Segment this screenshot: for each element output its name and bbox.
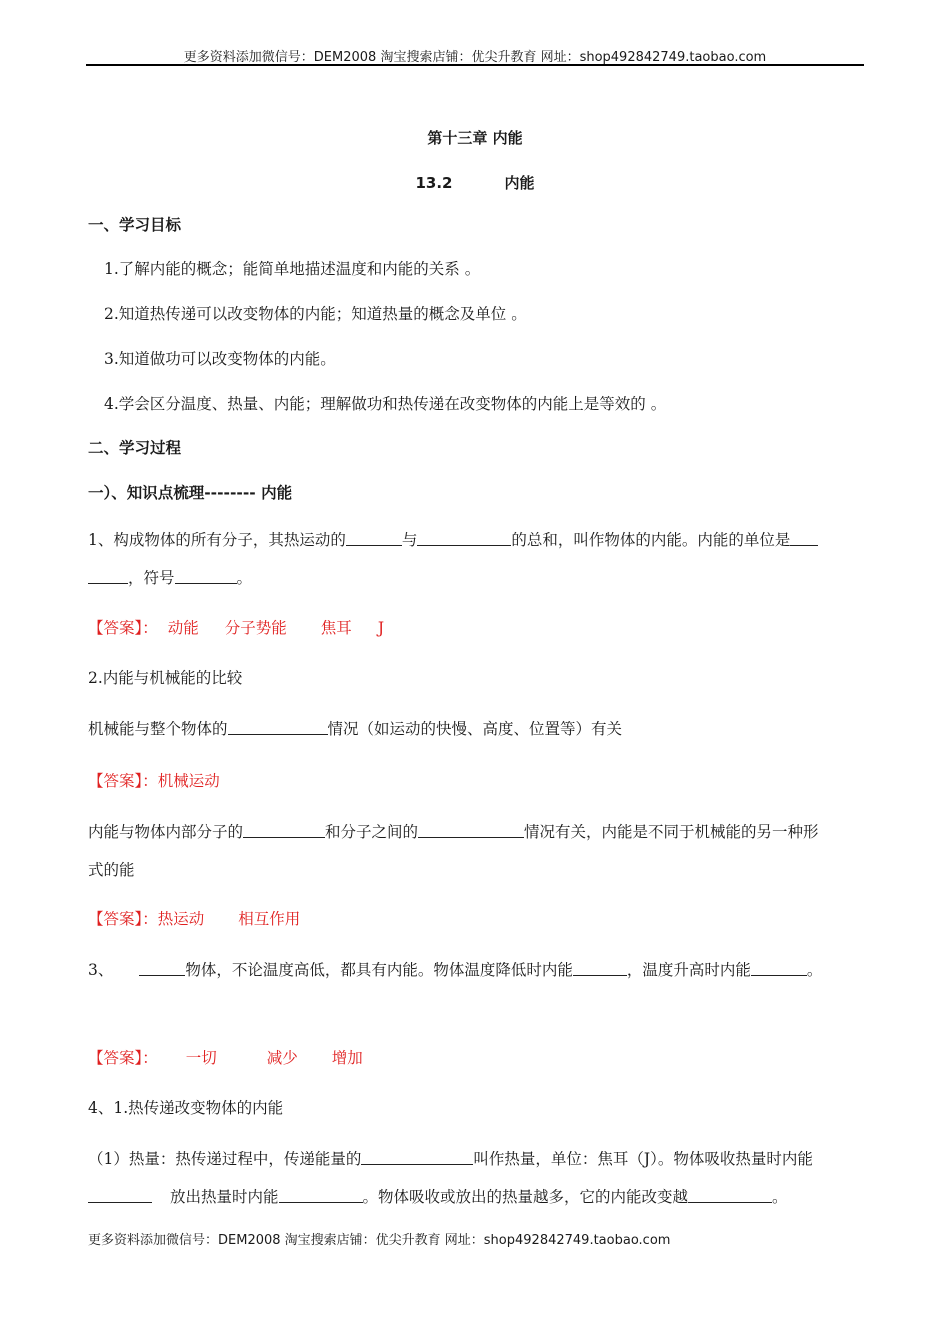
answer-2b bbox=[88, 909, 300, 929]
goal-item: 4.学会区分温度、热量、内能；理解做功和热传递在改变物体的内能上是等效的 。 bbox=[104, 395, 667, 413]
answer-value: J bbox=[377, 619, 385, 637]
q4-text: 。 bbox=[772, 1188, 788, 1206]
answer-blank bbox=[139, 960, 185, 976]
answer-blank bbox=[417, 530, 511, 546]
answer-label: 【答案】： bbox=[88, 619, 158, 637]
q2b-text: 和分子之间的 bbox=[325, 823, 419, 841]
question-4-title: 4、1.热传递改变物体的内能 bbox=[88, 1099, 284, 1117]
question-4 bbox=[88, 1149, 813, 1169]
section-title bbox=[0, 172, 950, 193]
question-4-cont bbox=[88, 1187, 788, 1207]
section-name: 内能 bbox=[504, 174, 535, 192]
answer-3 bbox=[88, 1048, 363, 1068]
q4-text: （1）热量：热传递过程中，传递能量的 bbox=[88, 1150, 362, 1168]
goal-item: 3.知道做功可以改变物体的内能。 bbox=[104, 350, 336, 368]
answer-blank bbox=[688, 1187, 772, 1203]
q3-text: 3、 bbox=[88, 961, 114, 979]
section-number: 13.2 bbox=[415, 174, 453, 192]
answer-label: 【答案】： bbox=[88, 910, 158, 928]
answer-blank bbox=[175, 568, 237, 584]
q4-text: 。物体吸收或放出的热量越多，它的内能改变越 bbox=[362, 1188, 689, 1206]
question-2-title: 2.内能与机械能的比较 bbox=[88, 669, 243, 687]
q1-text: ，符号 bbox=[128, 569, 175, 587]
answer-value: 一切 bbox=[185, 1049, 217, 1067]
answer-value: 焦耳 bbox=[320, 619, 352, 637]
answer-value: 机械运动 bbox=[157, 772, 220, 790]
q1-text: 。 bbox=[236, 569, 253, 587]
answer-value: 增加 bbox=[331, 1049, 363, 1067]
q4-text: 放出热量时内能 bbox=[170, 1188, 279, 1206]
page-footer: 更多资料添加微信号：DEM2008 淘宝搜索店铺：优尖升教育 网址：shop492842749.taobao.com bbox=[88, 1233, 671, 1248]
question-1-cont bbox=[88, 568, 252, 588]
q1-text: 与 bbox=[401, 531, 418, 549]
goal-item: 1.了解内能的概念；能简单地描述温度和内能的关系 。 bbox=[104, 260, 481, 278]
q1-text: 的总和，叫作物体的内能。内能的单位是 bbox=[511, 531, 791, 549]
q2a-text: 情况（如运动的快慢、高度、位置等）有关 bbox=[327, 720, 623, 738]
header-rule bbox=[86, 64, 864, 66]
answer-blank bbox=[279, 1187, 363, 1203]
answer-label: 【答案】： bbox=[88, 772, 158, 790]
answer-blank bbox=[346, 530, 402, 546]
question-2b bbox=[88, 822, 819, 842]
answer-blank bbox=[243, 822, 325, 838]
goal-item: 2.知道热传递可以改变物体的内能；知道热量的概念及单位 。 bbox=[104, 305, 527, 323]
chapter-title: 第十三章 内能 bbox=[427, 129, 523, 147]
answer-value: 分子势能 bbox=[224, 619, 287, 637]
answer-blank bbox=[790, 530, 818, 546]
answer-value: 相互作用 bbox=[238, 910, 301, 928]
q2b-text: 内能与物体内部分子的 bbox=[88, 823, 244, 841]
q3-text: 。 bbox=[806, 961, 823, 979]
answer-1 bbox=[88, 618, 384, 638]
answer-blank bbox=[88, 568, 128, 584]
answer-blank bbox=[88, 1187, 152, 1203]
answer-2a bbox=[88, 771, 220, 791]
page-header: 更多资料添加微信号：DEM2008 淘宝搜索店铺：优尖升教育 网址：shop492842749.taobao.com bbox=[183, 50, 767, 65]
question-2b-cont: 式的能 bbox=[88, 861, 135, 879]
answer-blank bbox=[418, 822, 524, 838]
answer-label: 【答案】： bbox=[88, 1049, 158, 1067]
question-3 bbox=[88, 960, 822, 980]
q2a-text: 机械能与整个物体的 bbox=[88, 720, 228, 738]
q1-text: 1、构成物体的所有分子，其热运动的 bbox=[88, 531, 346, 549]
answer-blank bbox=[573, 960, 627, 976]
q4-text: 叫作热量，单位：焦耳（J）。物体吸收热量时内能 bbox=[473, 1150, 813, 1168]
answer-value: 热运动 bbox=[157, 910, 205, 928]
q3-text: ，温度升高时内能 bbox=[626, 961, 751, 979]
q3-text: 物体，不论温度高低，都具有内能。物体温度降低时内能 bbox=[185, 961, 573, 979]
question-2a bbox=[88, 719, 622, 739]
answer-blank bbox=[361, 1149, 473, 1165]
question-1 bbox=[88, 530, 818, 550]
answer-value: 减少 bbox=[266, 1049, 298, 1067]
answer-blank bbox=[228, 719, 328, 735]
knowledge-subheading: 一）、知识点梳理-------- 内能 bbox=[88, 484, 293, 502]
goals-heading: 一、学习目标 bbox=[88, 216, 182, 234]
answer-value: 动能 bbox=[167, 619, 199, 637]
process-heading: 二、学习过程 bbox=[88, 439, 182, 457]
answer-blank bbox=[751, 960, 807, 976]
q2b-text: 情况有关，内能是不同于机械能的另一种形 bbox=[524, 823, 819, 841]
